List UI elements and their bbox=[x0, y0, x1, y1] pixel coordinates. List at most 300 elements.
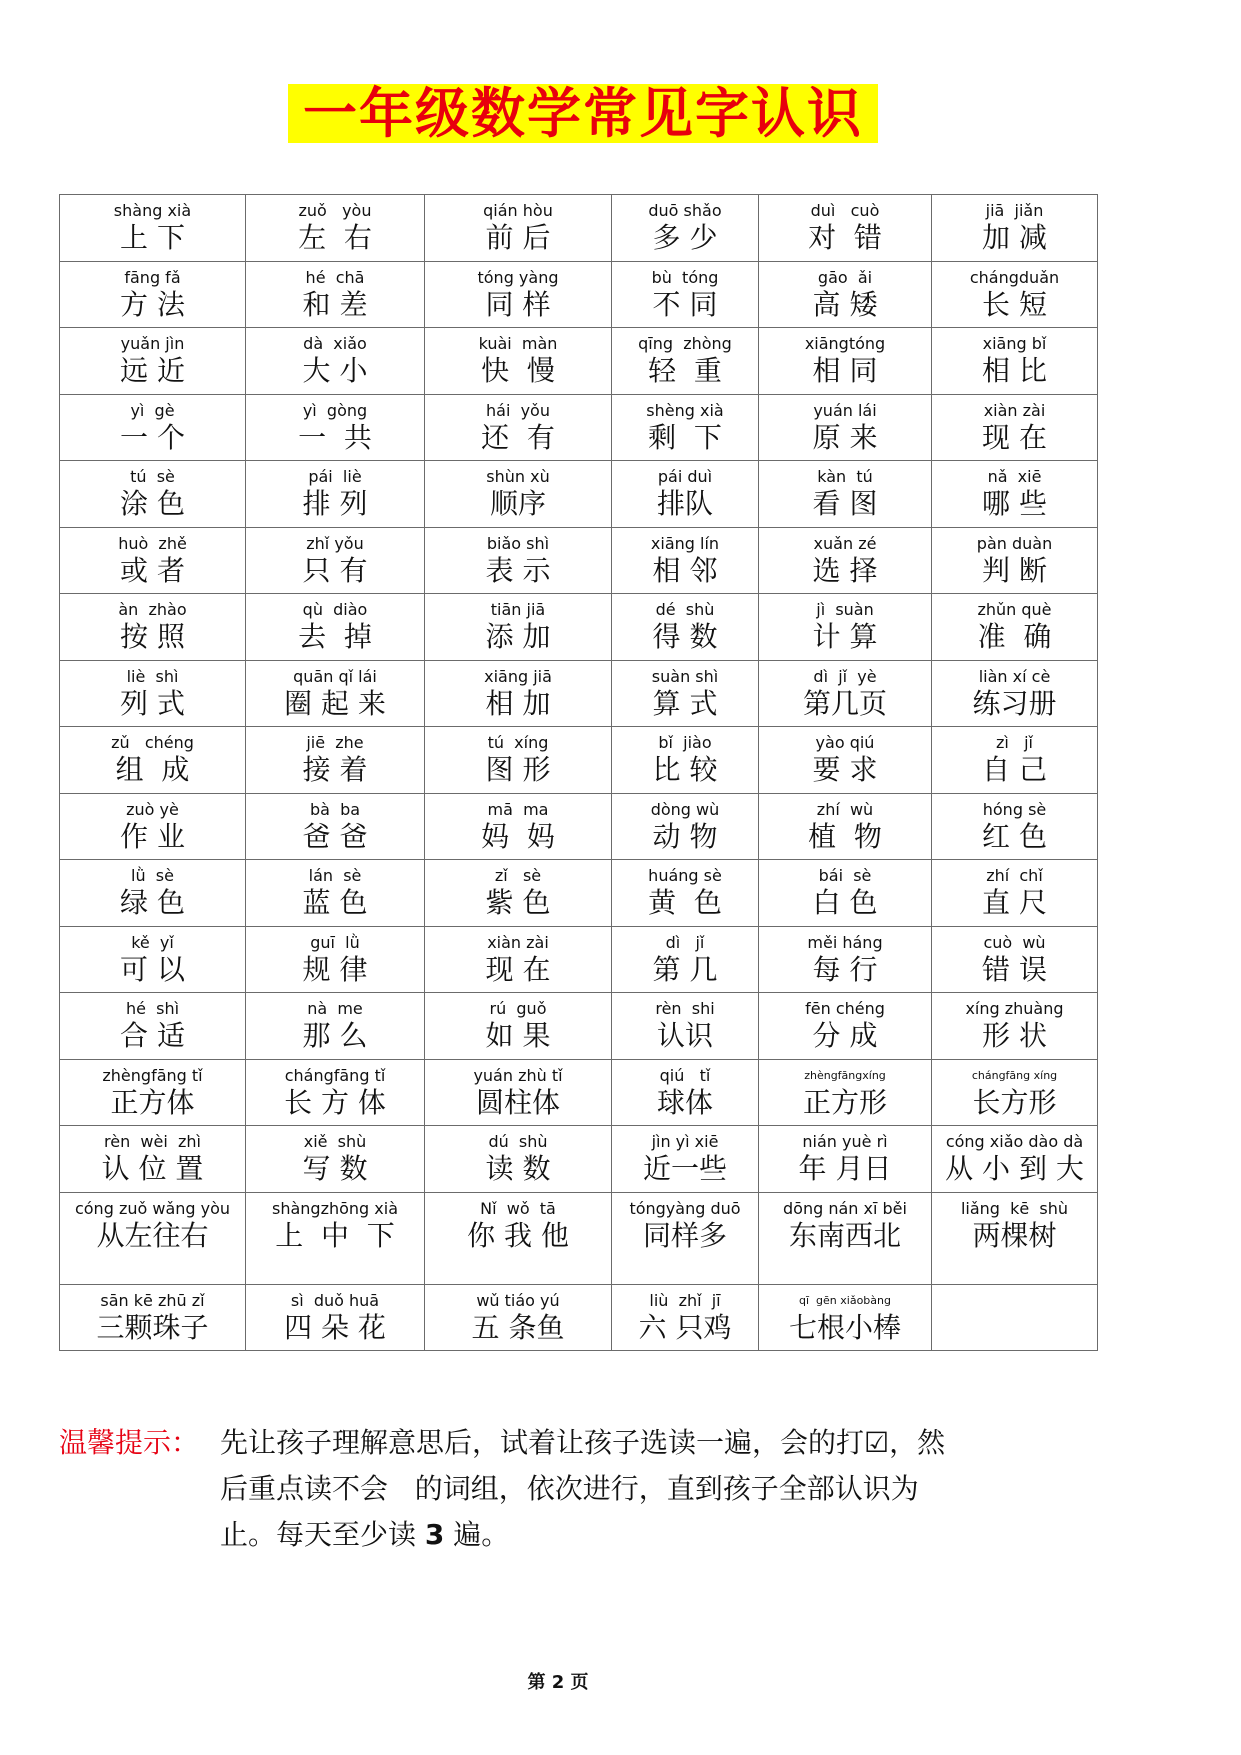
word-cell bbox=[60, 594, 246, 661]
word-cell bbox=[425, 793, 612, 860]
word-cell bbox=[932, 793, 1098, 860]
word-cell bbox=[246, 1126, 425, 1193]
pinyin-text: kuài màn bbox=[478, 334, 558, 353]
hanzi-text: 那 么 bbox=[302, 1019, 368, 1052]
hanzi-text: 认识 bbox=[656, 1019, 713, 1052]
hanzi-text: 球体 bbox=[656, 1085, 713, 1119]
page-title: 一年级数学常见字认识 bbox=[288, 84, 878, 143]
pinyin-text: bái sè bbox=[818, 866, 872, 885]
hanzi-text: 表 示 bbox=[485, 553, 551, 587]
pinyin-text: huáng sè bbox=[648, 866, 722, 885]
word-cell bbox=[60, 261, 246, 328]
hanzi-text: 对 错 bbox=[808, 221, 882, 254]
pinyin-text: tiān jiā bbox=[490, 600, 546, 619]
word-cell bbox=[246, 727, 425, 794]
hanzi-text: 组 成 bbox=[115, 753, 190, 786]
word-cell bbox=[60, 993, 246, 1060]
empty-cell bbox=[932, 1284, 1098, 1351]
pinyin-text: gāo ǎi bbox=[817, 267, 873, 287]
pinyin-text: suàn shì bbox=[651, 666, 719, 686]
word-cell bbox=[60, 461, 246, 528]
hanzi-text: 长方形 bbox=[972, 1085, 1057, 1119]
word-cell bbox=[425, 926, 612, 993]
word-cell bbox=[425, 195, 612, 262]
hanzi-text: 选 择 bbox=[812, 553, 878, 587]
hanzi-text: 第 几 bbox=[652, 952, 718, 986]
hanzi-text: 前 后 bbox=[485, 221, 551, 254]
hanzi-text: 每 行 bbox=[812, 952, 878, 986]
word-cell bbox=[425, 860, 612, 927]
hanzi-text: 四 朵 花 bbox=[284, 1310, 386, 1344]
pinyin-text: jìn yì xiē bbox=[651, 1132, 719, 1151]
pinyin-text: yuán lái bbox=[813, 400, 877, 420]
hanzi-text: 白 色 bbox=[812, 886, 878, 919]
pinyin-text: zhǐ yǒu bbox=[306, 533, 364, 553]
word-cell bbox=[246, 1192, 425, 1284]
pinyin-text: qīng zhòng bbox=[638, 334, 732, 353]
word-cell bbox=[612, 993, 759, 1060]
pinyin-text: qī gēn xiǎobàng bbox=[799, 1293, 891, 1307]
hanzi-text: 左 右 bbox=[298, 221, 372, 254]
hanzi-text: 相 邻 bbox=[652, 553, 718, 587]
tip-text bbox=[220, 1420, 1040, 1558]
pinyin-text: hóng sè bbox=[982, 799, 1047, 819]
pinyin-text: tú sè bbox=[130, 467, 175, 486]
pinyin-text: jiā jiǎn bbox=[985, 201, 1044, 220]
hanzi-text: 五 条鱼 bbox=[471, 1310, 565, 1344]
pinyin-text: liàn xí cè bbox=[978, 666, 1051, 686]
hanzi-text: 还 有 bbox=[481, 420, 555, 454]
word-cell bbox=[759, 1284, 932, 1351]
word-cell bbox=[60, 860, 246, 927]
pinyin-text: bù tóng bbox=[651, 267, 719, 287]
hanzi-text: 作 业 bbox=[120, 819, 185, 853]
table-row bbox=[60, 195, 1098, 262]
word-cell bbox=[612, 328, 759, 395]
word-cell bbox=[759, 461, 932, 528]
pinyin-text: qián hòu bbox=[483, 201, 553, 220]
hanzi-text: 红 色 bbox=[982, 819, 1047, 853]
pinyin-text: zhǔn què bbox=[977, 600, 1052, 619]
word-cell bbox=[612, 793, 759, 860]
table-row bbox=[60, 1192, 1098, 1284]
word-cell bbox=[932, 727, 1098, 794]
hanzi-text: 远 近 bbox=[120, 354, 185, 387]
tip-line-text: 遍。 bbox=[444, 1518, 510, 1551]
word-cell bbox=[425, 394, 612, 461]
hanzi-text: 动 物 bbox=[652, 819, 718, 853]
pinyin-text: tóng yàng bbox=[477, 267, 559, 287]
hanzi-text: 六 只鸡 bbox=[638, 1310, 732, 1344]
table-row bbox=[60, 261, 1098, 328]
pinyin-text: xiàn zài bbox=[487, 932, 549, 952]
pinyin-text: zhí chǐ bbox=[986, 866, 1043, 885]
word-cell bbox=[60, 727, 246, 794]
pinyin-text: Nǐ wǒ tā bbox=[480, 1198, 556, 1218]
hanzi-text: 或 者 bbox=[120, 553, 185, 587]
hanzi-text: 错 误 bbox=[982, 952, 1047, 986]
pinyin-text: dì jǐ bbox=[665, 932, 705, 952]
hanzi-text: 正方体 bbox=[110, 1085, 195, 1119]
pinyin-text: qiú tǐ bbox=[659, 1065, 711, 1085]
hanzi-text: 形 状 bbox=[982, 1019, 1047, 1052]
hanzi-text: 圆柱体 bbox=[475, 1085, 560, 1119]
hanzi-text: 涂 色 bbox=[120, 487, 185, 520]
word-cell bbox=[425, 527, 612, 594]
word-cell bbox=[932, 926, 1098, 993]
pinyin-text: huò zhě bbox=[118, 533, 187, 553]
hanzi-text: 正方形 bbox=[802, 1085, 887, 1119]
hanzi-text: 算 式 bbox=[652, 686, 718, 720]
hanzi-text: 如 果 bbox=[485, 1019, 551, 1052]
pinyin-text: shàngzhōng xià bbox=[271, 1198, 398, 1218]
pinyin-text: dà xiǎo bbox=[303, 334, 367, 353]
word-cell bbox=[759, 1126, 932, 1193]
word-cell bbox=[246, 660, 425, 727]
pinyin-text: hé chā bbox=[305, 267, 365, 287]
word-cell bbox=[932, 261, 1098, 328]
hanzi-text: 规 律 bbox=[302, 952, 368, 986]
word-cell bbox=[612, 860, 759, 927]
hanzi-text: 加 减 bbox=[982, 221, 1047, 254]
pinyin-text: rèn shi bbox=[655, 999, 715, 1018]
hanzi-text: 顺序 bbox=[489, 487, 546, 520]
word-cell bbox=[246, 860, 425, 927]
word-cell bbox=[612, 394, 759, 461]
hanzi-text: 相 比 bbox=[982, 354, 1047, 387]
pinyin-text: yào qiú bbox=[815, 733, 875, 752]
pinyin-text: mā ma bbox=[487, 799, 549, 819]
word-cell bbox=[246, 1059, 425, 1126]
hanzi-text: 爸 爸 bbox=[302, 819, 368, 853]
hanzi-text: 排队 bbox=[656, 487, 713, 520]
word-cell bbox=[612, 926, 759, 993]
pinyin-text: dōng nán xī běi bbox=[783, 1198, 907, 1218]
pinyin-text: jiē zhe bbox=[306, 733, 364, 752]
pinyin-text: zì jǐ bbox=[996, 733, 1033, 752]
table-row bbox=[60, 527, 1098, 594]
hanzi-text: 高 矮 bbox=[812, 287, 878, 321]
word-cell bbox=[60, 1192, 246, 1284]
pinyin-text: zhèngfāngxíng bbox=[804, 1068, 886, 1082]
pinyin-text: tóngyàng duō bbox=[629, 1198, 741, 1218]
pinyin-text: cóng xiǎo dào dà bbox=[945, 1132, 1084, 1151]
word-cell bbox=[759, 1059, 932, 1126]
word-cell bbox=[612, 1126, 759, 1193]
word-cell bbox=[932, 594, 1098, 661]
tip-line: 先让孩子理解意思后，试着让孩子选读一遍，会的打☑，然 bbox=[220, 1426, 946, 1459]
word-cell bbox=[246, 926, 425, 993]
word-cell bbox=[246, 195, 425, 262]
pinyin-text: xiāng bǐ bbox=[982, 334, 1047, 353]
pinyin-text: zhèngfāng tǐ bbox=[102, 1065, 203, 1085]
page-number: 第 2 页 bbox=[527, 1672, 589, 1693]
pinyin-text: xuǎn zé bbox=[813, 533, 877, 553]
pinyin-text: zuǒ yòu bbox=[298, 201, 372, 220]
pinyin-text: duì cuò bbox=[810, 201, 880, 220]
word-cell bbox=[612, 461, 759, 528]
word-cell bbox=[246, 993, 425, 1060]
tip-line-text: 止。每天至少读 bbox=[220, 1518, 425, 1551]
pinyin-text: nà me bbox=[307, 999, 363, 1018]
pinyin-text: lǜ sè bbox=[131, 866, 174, 885]
word-cell bbox=[425, 461, 612, 528]
pinyin-text: kě yǐ bbox=[131, 932, 174, 952]
hanzi-text: 黄 色 bbox=[648, 886, 722, 919]
pinyin-text: yuǎn jìn bbox=[120, 334, 185, 353]
hanzi-text: 列 式 bbox=[120, 686, 185, 720]
word-cell bbox=[759, 328, 932, 395]
word-cell bbox=[759, 527, 932, 594]
hanzi-text: 要 求 bbox=[812, 753, 878, 786]
table-row bbox=[60, 1059, 1098, 1126]
pinyin-text: nǎ xiē bbox=[987, 467, 1042, 486]
hanzi-text: 读 数 bbox=[485, 1152, 551, 1185]
pinyin-text: zǔ chéng bbox=[111, 733, 194, 752]
word-cell bbox=[612, 195, 759, 262]
hanzi-text: 相 同 bbox=[812, 354, 878, 387]
word-cell bbox=[425, 1284, 612, 1351]
table-row bbox=[60, 1126, 1098, 1193]
hanzi-text: 轻 重 bbox=[648, 354, 722, 387]
word-cell bbox=[612, 1059, 759, 1126]
word-cell bbox=[932, 1126, 1098, 1193]
hanzi-text: 第几页 bbox=[802, 686, 887, 720]
hanzi-text: 上 中 下 bbox=[275, 1218, 395, 1252]
table-row bbox=[60, 461, 1098, 528]
word-cell bbox=[246, 328, 425, 395]
word-cell bbox=[612, 594, 759, 661]
word-cell bbox=[425, 1059, 612, 1126]
hanzi-text: 大 小 bbox=[302, 354, 368, 387]
pinyin-text: biǎo shì bbox=[486, 533, 550, 553]
hanzi-text: 长 短 bbox=[982, 287, 1047, 321]
word-cell bbox=[425, 1126, 612, 1193]
pinyin-text: hé shì bbox=[125, 999, 180, 1018]
pinyin-text: duō shǎo bbox=[648, 201, 722, 220]
hanzi-text: 你 我 他 bbox=[467, 1218, 569, 1252]
hanzi-text: 现 在 bbox=[485, 952, 551, 986]
hanzi-text: 七根小棒 bbox=[788, 1310, 901, 1344]
tip-line: 后重点读不会 的词组，依次进行，直到孩子全部认识为 bbox=[220, 1472, 919, 1505]
word-cell bbox=[759, 727, 932, 794]
hanzi-text: 多 少 bbox=[652, 221, 718, 254]
pinyin-text: zǐ sè bbox=[494, 866, 542, 885]
pinyin-text: fēn chéng bbox=[805, 999, 885, 1018]
word-cell bbox=[246, 594, 425, 661]
pinyin-text: sān kē zhū zǐ bbox=[100, 1290, 205, 1310]
hanzi-text: 计 算 bbox=[812, 620, 878, 653]
hanzi-text: 剩 下 bbox=[648, 420, 722, 454]
pinyin-text: shàng xià bbox=[113, 201, 192, 220]
hanzi-text: 一 共 bbox=[298, 420, 372, 454]
word-cell bbox=[246, 261, 425, 328]
hanzi-text: 合 适 bbox=[120, 1019, 185, 1052]
hanzi-text: 和 差 bbox=[302, 287, 368, 321]
word-cell bbox=[612, 261, 759, 328]
word-cell bbox=[932, 328, 1098, 395]
word-cell bbox=[932, 195, 1098, 262]
pinyin-text: yì gòng bbox=[302, 400, 368, 420]
hanzi-text: 从左往右 bbox=[96, 1218, 209, 1252]
table-row bbox=[60, 328, 1098, 395]
word-cell bbox=[759, 660, 932, 727]
word-cell bbox=[759, 926, 932, 993]
hanzi-text: 练习册 bbox=[972, 686, 1057, 720]
pinyin-text: liǎng kē shù bbox=[960, 1198, 1069, 1218]
pinyin-text: yuán zhù tǐ bbox=[473, 1065, 563, 1085]
word-cell bbox=[425, 261, 612, 328]
pinyin-text: shùn xù bbox=[486, 467, 550, 486]
hanzi-text: 准 确 bbox=[977, 620, 1052, 653]
word-cell bbox=[612, 727, 759, 794]
word-cell bbox=[60, 527, 246, 594]
hanzi-text: 紫 色 bbox=[485, 886, 551, 919]
pinyin-text: cuò wù bbox=[983, 932, 1046, 952]
hanzi-text: 一 个 bbox=[120, 420, 185, 454]
table-row bbox=[60, 394, 1098, 461]
table-row bbox=[60, 926, 1098, 993]
word-cell bbox=[759, 195, 932, 262]
hanzi-text: 两棵树 bbox=[972, 1218, 1057, 1252]
pinyin-text: shèng xià bbox=[646, 400, 724, 420]
word-cell bbox=[60, 394, 246, 461]
word-cell bbox=[932, 860, 1098, 927]
hanzi-text: 现 在 bbox=[982, 420, 1047, 454]
pinyin-text: chángfāng tǐ bbox=[284, 1065, 386, 1085]
hanzi-text: 年 月日 bbox=[798, 1152, 892, 1185]
tip-line bbox=[220, 1512, 1040, 1558]
pinyin-text: jì suàn bbox=[816, 600, 874, 619]
word-cell bbox=[759, 261, 932, 328]
pinyin-text: bà ba bbox=[309, 799, 361, 819]
table-row bbox=[60, 793, 1098, 860]
hanzi-text: 长 方 体 bbox=[284, 1085, 386, 1119]
pinyin-text: lán sè bbox=[308, 866, 362, 885]
hanzi-text: 圈 起 来 bbox=[284, 686, 386, 720]
word-cell bbox=[612, 527, 759, 594]
word-cell bbox=[759, 1192, 932, 1284]
word-cell bbox=[246, 527, 425, 594]
hanzi-text: 三颗珠子 bbox=[96, 1310, 209, 1344]
hanzi-text: 东南西北 bbox=[788, 1218, 901, 1252]
word-cell bbox=[246, 1284, 425, 1351]
word-cell bbox=[612, 1192, 759, 1284]
vocab-table-body bbox=[60, 195, 1098, 1351]
pinyin-text: sì duǒ huā bbox=[290, 1290, 380, 1310]
word-cell bbox=[759, 860, 932, 927]
hanzi-text: 绿 色 bbox=[120, 886, 185, 919]
pinyin-text: měi háng bbox=[807, 932, 883, 952]
hanzi-text: 原 来 bbox=[812, 420, 878, 454]
pinyin-text: chángduǎn bbox=[969, 267, 1060, 287]
pinyin-text: nián yuè rì bbox=[802, 1132, 888, 1151]
word-cell bbox=[425, 727, 612, 794]
word-cell bbox=[759, 594, 932, 661]
word-cell bbox=[425, 993, 612, 1060]
table-row bbox=[60, 727, 1098, 794]
hanzi-text: 直 尺 bbox=[982, 886, 1047, 919]
hanzi-text: 相 加 bbox=[485, 686, 551, 720]
pinyin-text: wǔ tiáo yú bbox=[476, 1290, 560, 1310]
hanzi-text: 看 图 bbox=[812, 487, 878, 520]
pinyin-text: pái duì bbox=[657, 467, 713, 486]
pinyin-text: cóng zuǒ wǎng yòu bbox=[74, 1198, 231, 1218]
word-cell bbox=[60, 660, 246, 727]
word-cell bbox=[932, 527, 1098, 594]
table-row bbox=[60, 993, 1098, 1060]
hanzi-text: 接 着 bbox=[302, 753, 368, 786]
word-cell bbox=[60, 328, 246, 395]
hanzi-text: 分 成 bbox=[812, 1019, 878, 1052]
word-cell bbox=[612, 1284, 759, 1351]
hanzi-text: 按 照 bbox=[120, 620, 185, 653]
word-cell bbox=[932, 1192, 1098, 1284]
word-cell bbox=[425, 594, 612, 661]
hanzi-text: 自 己 bbox=[982, 753, 1047, 786]
pinyin-text: zuò yè bbox=[126, 799, 179, 819]
table-row bbox=[60, 860, 1098, 927]
word-cell bbox=[612, 660, 759, 727]
word-cell bbox=[932, 394, 1098, 461]
word-cell bbox=[60, 1126, 246, 1193]
hanzi-text: 只 有 bbox=[302, 553, 368, 587]
hanzi-text: 快 慢 bbox=[481, 354, 555, 387]
word-cell bbox=[759, 793, 932, 860]
pinyin-text: kàn tú bbox=[817, 467, 873, 486]
word-cell bbox=[759, 993, 932, 1060]
pinyin-text: xiāngtóng bbox=[804, 334, 886, 353]
hanzi-text: 同 样 bbox=[485, 287, 551, 321]
pinyin-text: qù diào bbox=[302, 600, 368, 619]
pinyin-text: dì jǐ yè bbox=[813, 666, 877, 686]
word-cell bbox=[246, 793, 425, 860]
pinyin-text: hái yǒu bbox=[486, 400, 550, 420]
pinyin-text: dú shù bbox=[488, 1132, 548, 1151]
pinyin-text: xiāng lín bbox=[650, 533, 720, 553]
pinyin-text: dé shù bbox=[655, 600, 715, 619]
word-cell bbox=[932, 993, 1098, 1060]
hanzi-text: 可 以 bbox=[120, 952, 185, 986]
tip-count: 3 bbox=[424, 1518, 445, 1551]
word-cell bbox=[425, 1192, 612, 1284]
hanzi-text: 方 法 bbox=[120, 287, 185, 321]
pinyin-text: liù zhǐ jī bbox=[649, 1290, 721, 1310]
hanzi-text: 从 小 到 大 bbox=[945, 1152, 1084, 1185]
pinyin-text: rú guǒ bbox=[489, 999, 547, 1018]
word-cell bbox=[60, 926, 246, 993]
hanzi-text: 去 掉 bbox=[298, 620, 372, 653]
tip-label: 温馨提示： bbox=[59, 1426, 200, 1459]
pinyin-text: bǐ jiào bbox=[658, 733, 712, 752]
hanzi-text: 判 断 bbox=[982, 553, 1047, 587]
word-cell bbox=[425, 660, 612, 727]
pinyin-text: dòng wù bbox=[650, 799, 720, 819]
pinyin-text: xiàn zài bbox=[983, 400, 1046, 420]
pinyin-text: xíng zhuàng bbox=[965, 999, 1064, 1018]
pinyin-text: fāng fǎ bbox=[124, 267, 181, 287]
word-cell bbox=[60, 1284, 246, 1351]
hanzi-text: 排 列 bbox=[302, 487, 368, 520]
hanzi-text: 近一些 bbox=[642, 1152, 727, 1185]
pinyin-text: liè shì bbox=[126, 666, 179, 686]
pinyin-text: tú xíng bbox=[487, 733, 549, 752]
word-cell bbox=[425, 328, 612, 395]
table-row bbox=[60, 1284, 1098, 1351]
vocab-table bbox=[59, 194, 1098, 1351]
word-cell bbox=[60, 793, 246, 860]
pinyin-text: guī lǜ bbox=[310, 932, 360, 952]
